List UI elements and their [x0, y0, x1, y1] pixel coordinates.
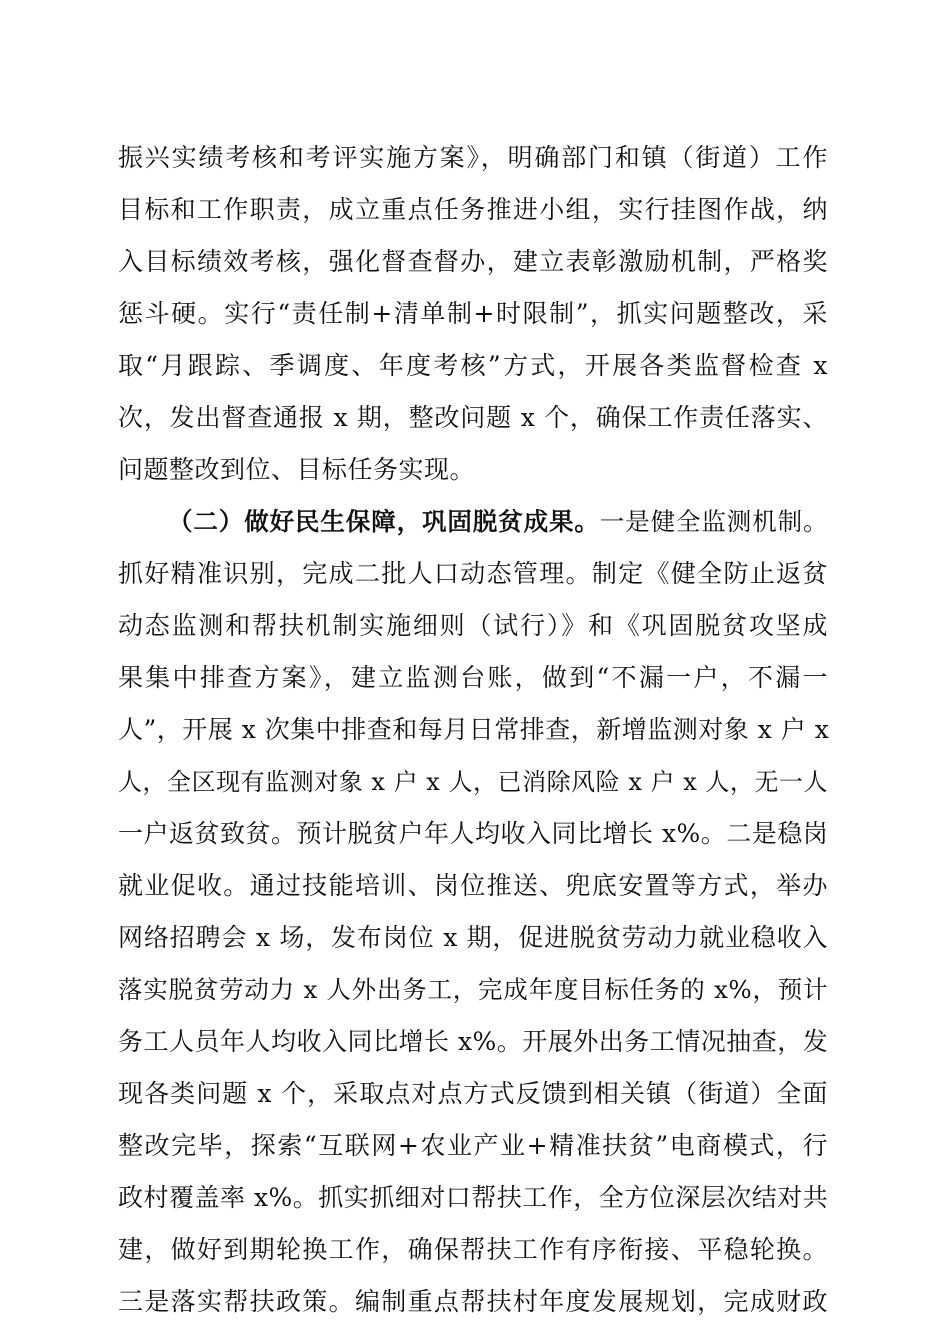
paragraph-line: 人，全区现有监测对象 x 户 x 人，已消除风险 x 户 x 人，无一人 — [118, 768, 828, 796]
paragraph-line: 务工人员年人均收入同比增长 x%。开展外出务工情况抽查，发 — [118, 1027, 829, 1056]
paragraph-line: 次，发出督查通报 x 期，整改问题 x 个，确保工作责任落实、 — [118, 403, 828, 432]
paragraph-line: 现各类问题 x 个，采取点对点方式反馈到相关镇（街道）全面 — [118, 1079, 828, 1108]
paragraph-line: 就业促收。通过技能培训、岗位推送、兜底安置等方式，举办 — [118, 871, 828, 900]
paragraph-line: 振兴实绩考核和考评实施方案》，明确部门和镇（街道）工作 — [118, 143, 828, 172]
paragraph-line: 网络招聘会 x 场，发布岗位 x 期，促进脱贫劳动力就业稳收入 — [118, 923, 828, 952]
paragraph-line: 落实脱贫劳动力 x 人外出务工，完成年度目标任务的 x%，预计 — [118, 975, 828, 1004]
paragraph-line: 一户返贫致贫。预计脱贫户年人均收入同比增长 x%。二是稳岗 — [118, 819, 829, 848]
paragraph-line: 果集中排查方案》，建立监测台账，做到“不漏一户，不漏一 — [118, 663, 828, 692]
section-heading: （二）做好民生保障，巩固脱贫成果。 — [168, 507, 600, 536]
paragraph-line: 抓好精准识别，完成二批人口动态管理。制定《健全防止返贫 — [118, 559, 828, 588]
paragraph-line: 取“月跟踪、季调度、年度考核”方式，开展各类监督检查 x — [118, 351, 828, 380]
paragraph-line: 政村覆盖率 x%。抓实抓细对口帮扶工作，全方位深层次结对共 — [118, 1183, 829, 1212]
paragraph-line: 建，做好到期轮换工作，确保帮扶工作有序衔接、平稳轮换。 — [118, 1235, 828, 1264]
paragraph-line: 整改完毕，探索“互联网+农业产业+精准扶贫”电商模式，行 — [118, 1131, 828, 1160]
section-heading-line — [168, 502, 828, 542]
paragraph-line: 问题整改到位、目标任务实现。 — [118, 455, 476, 484]
paragraph-line: 三是落实帮扶政策。编制重点帮扶村年度发展规划，完成财政 — [118, 1287, 828, 1316]
paragraph-line: 目标和工作职责，成立重点任务推进小组，实行挂图作战，纳 — [118, 195, 828, 224]
paragraph-line: 入目标绩效考核，强化督查督办，建立表彰激励机制，严格奖 — [118, 247, 828, 276]
paragraph-line: 惩斗硬。实行“责任制+清单制+时限制”，抓实问题整改，采 — [118, 299, 828, 328]
paragraph-line: 动态监测和帮扶机制实施细则（试行）》和《巩固脱贫攻坚成 — [118, 611, 828, 640]
section-heading-rest: 一是健全监测机制。 — [599, 507, 829, 536]
paragraph-line: 人”，开展 x 次集中排查和每月日常排查，新增监测对象 x 户 x — [118, 715, 830, 744]
